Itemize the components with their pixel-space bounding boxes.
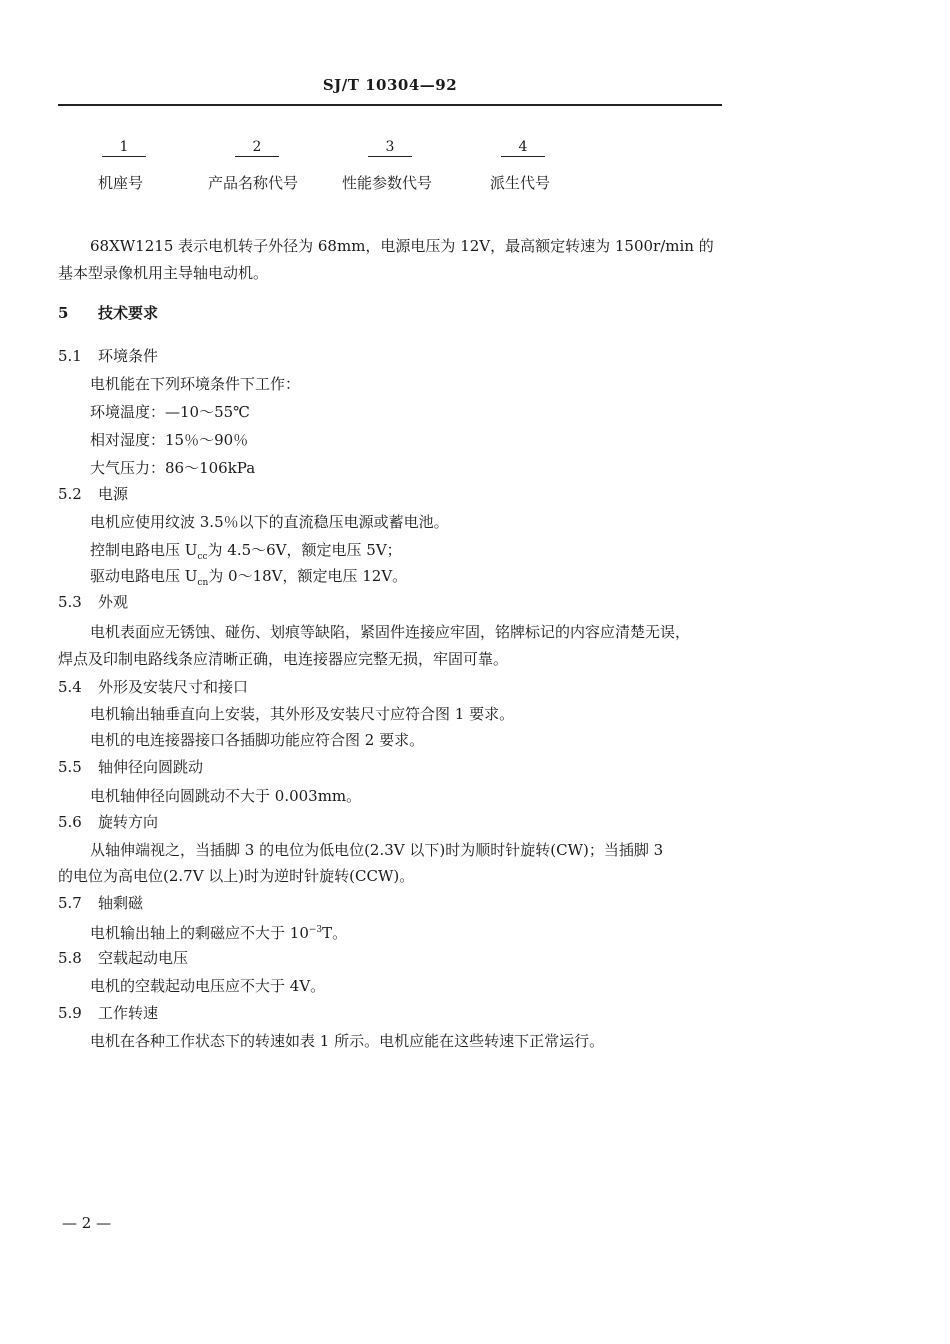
intro-line: 基本型录像机用主导轴电动机。 [58, 264, 269, 282]
text-span: 控制电路电压 U [90, 541, 198, 559]
body-line [90, 566, 407, 593]
code-item-2 [197, 136, 317, 157]
text-span: 为 4.5～6V，额定电压 5V； [207, 541, 402, 559]
subscript: cn [197, 578, 209, 588]
intro-line: 68XW1215 表示电机转子外径为 68mm，电源电压为 12V，最高额定转速为 1500r/min 的 [90, 237, 714, 255]
subsection-number: 5.2 [58, 485, 82, 503]
code-num: 1 [102, 138, 146, 157]
code-num: 2 [235, 138, 279, 157]
superscript: −3 [308, 925, 323, 935]
header-rule [58, 104, 722, 106]
code-label: 派生代号 [490, 174, 551, 192]
body-line: 电机能在下列环境条件下工作： [90, 375, 301, 393]
code-item-4 [463, 136, 583, 157]
subsection-heading [58, 1003, 158, 1023]
body-line: 电机在各种工作状态下的转速如表 1 所示。电机应能在这些转速下正常运行。 [90, 1032, 605, 1050]
subsection-number: 5.4 [58, 678, 82, 696]
code-item-1 [64, 136, 184, 157]
subsection-title: 工作转速 [98, 1004, 159, 1022]
body-line: 焊点及印制电路线条应清晰正确，电连接器应完整无损，牢固可靠。 [58, 650, 509, 668]
code-label: 性能参数代号 [342, 174, 433, 192]
body-line: 电机的电连接器接口各插脚功能应符合图 2 要求。 [90, 731, 425, 749]
subsection-heading [58, 812, 158, 832]
body-line: 电机输出轴垂直向上安装，其外形及安装尺寸应符合图 1 要求。 [90, 705, 515, 723]
subsection-number: 5.7 [58, 894, 82, 912]
body-line: 电机的空载起动电压应不大于 4V。 [90, 977, 326, 995]
subsection-number: 5.5 [58, 758, 82, 776]
subsection-title: 空载起动电压 [98, 949, 189, 967]
body-line: 大气压力：86～106kPa [90, 459, 256, 477]
page-header: SJ/T 10304—92 [322, 76, 458, 94]
subsection-heading [58, 677, 248, 697]
subsection-number: 5.9 [58, 1004, 82, 1022]
page-number: — 2 — [62, 1214, 112, 1232]
subsection-number: 5.8 [58, 949, 82, 967]
subsection-number: 5.6 [58, 813, 82, 831]
body-line: 的电位为高电位(2.7V 以上)时为逆时针旋转(CCW)。 [58, 867, 415, 885]
body-line: 电机应使用纹波 3.5％以下的直流稳压电源或蓄电池。 [90, 513, 449, 531]
body-line: 电机表面应无锈蚀、碰伤、划痕等缺陷，紧固件连接应牢固，铭牌标记的内容应清楚无误， [90, 623, 691, 641]
body-line: 环境温度：—10～55℃ [90, 403, 250, 421]
code-num: 3 [368, 138, 412, 157]
body-line: 电机轴伸径向圆跳动不大于 0.003mm。 [90, 787, 362, 805]
text-span: 驱动电路电压 U [90, 567, 198, 585]
text-span: 电机输出轴上的剩磁应不大于 10 [90, 924, 309, 942]
subsection-heading [58, 893, 143, 913]
code-label: 机座号 [98, 174, 144, 192]
text-span: T。 [322, 924, 348, 942]
section-heading [58, 303, 158, 323]
code-num: 4 [501, 138, 545, 157]
code-item-3 [330, 136, 450, 157]
subsection-title: 外形及安装尺寸和接口 [98, 678, 249, 696]
body-line [90, 540, 402, 567]
subsection-title: 环境条件 [98, 347, 159, 365]
subsection-title: 轴剩磁 [98, 894, 144, 912]
code-label: 产品名称代号 [208, 174, 299, 192]
subsection-title: 轴伸径向圆跳动 [98, 758, 204, 776]
subscript: cc [197, 552, 208, 562]
subsection-title: 旋转方向 [98, 813, 159, 831]
body-line [90, 920, 347, 943]
subsection-number: 5.3 [58, 593, 82, 611]
section-title: 技术要求 [98, 304, 159, 322]
section-number: 5 [58, 304, 69, 322]
subsection-title: 电源 [98, 485, 129, 503]
subsection-heading [58, 757, 203, 777]
subsection-heading [58, 346, 158, 366]
body-line: 从轴伸端视之，当插脚 3 的电位为低电位(2.3V 以下)时为顺时针旋转(CW)；当插脚 3 [90, 841, 664, 859]
body-line: 相对湿度：15％～90％ [90, 431, 249, 449]
text-span: 为 0～18V，额定电压 12V。 [208, 567, 408, 585]
subsection-title: 外观 [98, 593, 129, 611]
subsection-heading [58, 484, 128, 504]
subsection-number: 5.1 [58, 347, 82, 365]
subsection-heading [58, 592, 128, 612]
subsection-heading [58, 948, 188, 968]
